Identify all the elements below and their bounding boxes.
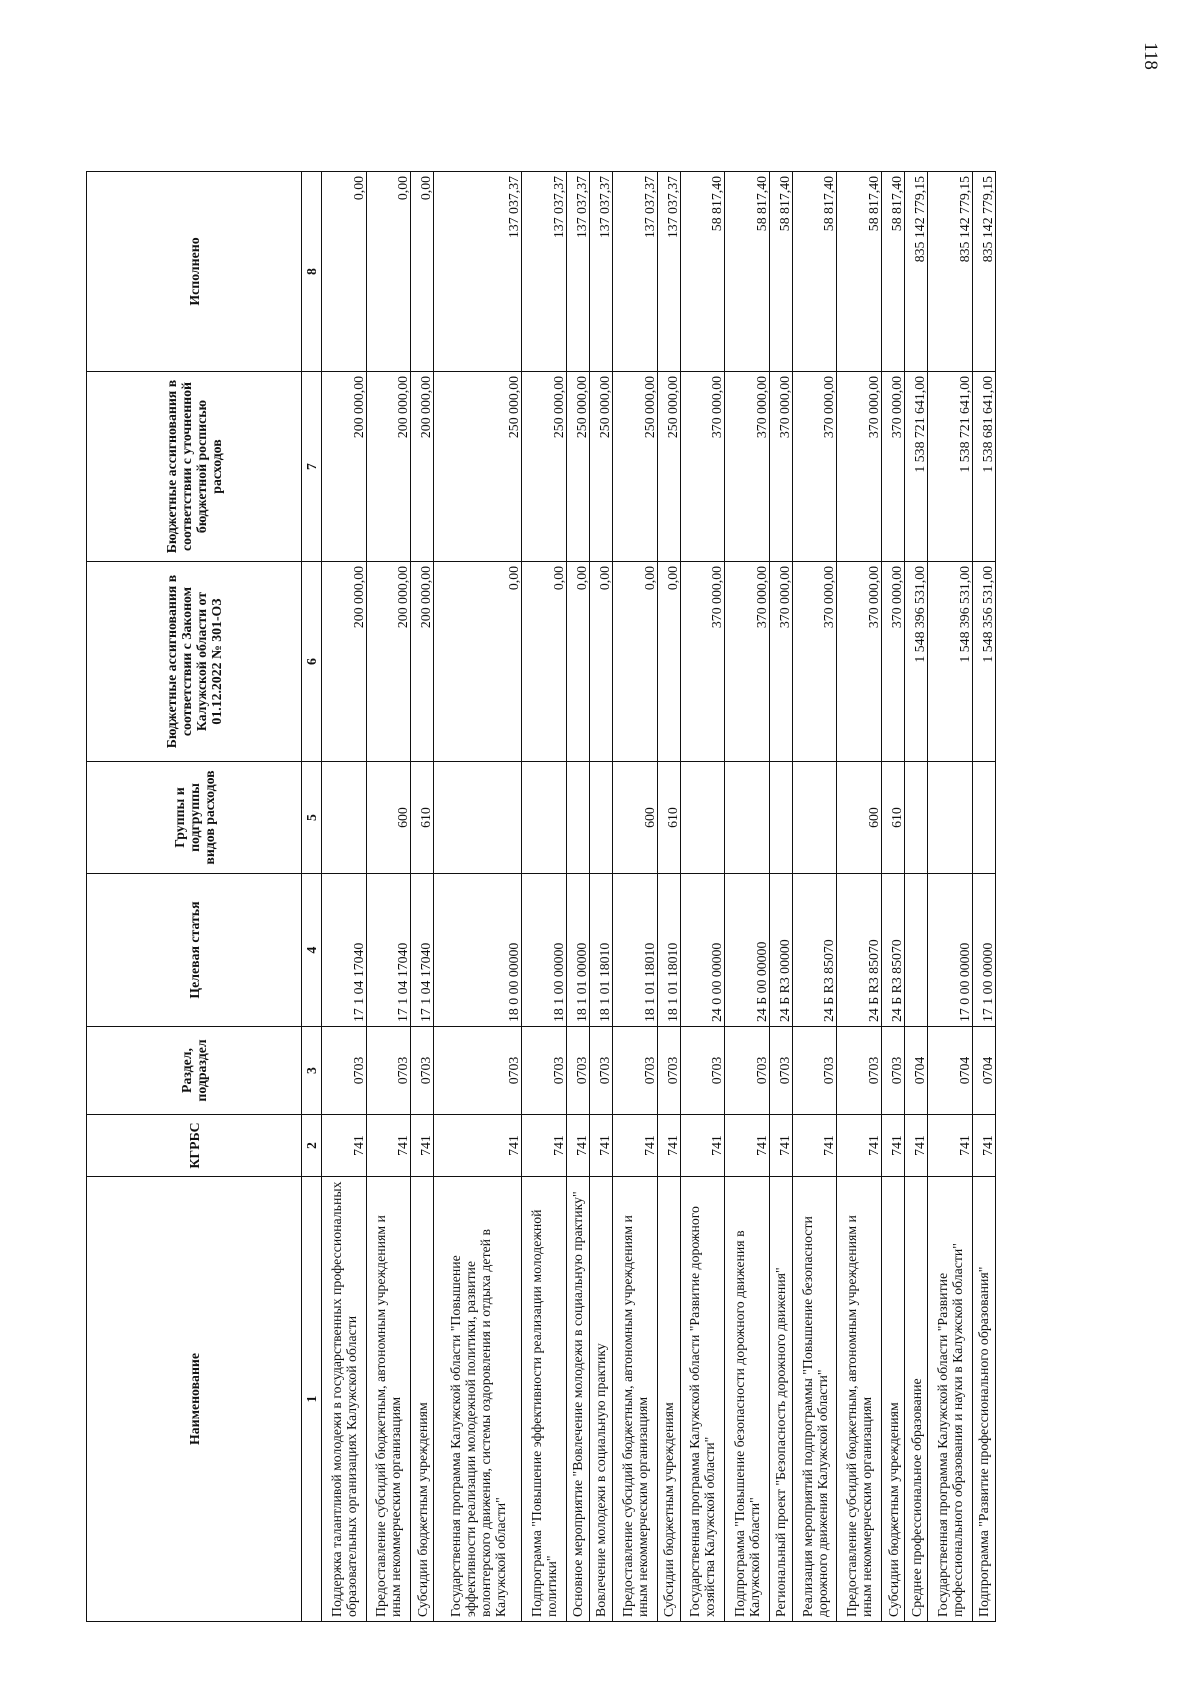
cell-kgrbs: 741 xyxy=(411,1115,434,1177)
cell-name: Подпрограмма "Развитие профессионального образования" xyxy=(972,1177,995,1622)
cell-expense-group xyxy=(522,762,567,874)
cell-section: 0703 xyxy=(366,1027,411,1115)
cell-section: 0703 xyxy=(725,1027,770,1115)
cell-section: 0703 xyxy=(680,1027,725,1115)
header-revised-allocation: Бюджетные ассигнования в соответствии с уточненной бюджетной росписью расходов xyxy=(87,372,302,562)
column-number: 6 xyxy=(302,562,322,762)
cell-revised-allocation: 370 000,00 xyxy=(792,372,837,562)
cell-law-allocation: 200 000,00 xyxy=(366,562,411,762)
cell-executed: 137 037,37 xyxy=(434,172,522,372)
cell-expense-group: 600 xyxy=(366,762,411,874)
cell-kgrbs: 741 xyxy=(882,1115,905,1177)
cell-revised-allocation: 370 000,00 xyxy=(882,372,905,562)
cell-law-allocation: 370 000,00 xyxy=(882,562,905,762)
cell-revised-allocation: 250 000,00 xyxy=(522,372,567,562)
cell-executed: 137 037,37 xyxy=(522,172,567,372)
cell-revised-allocation: 250 000,00 xyxy=(566,372,589,562)
cell-target-article: 24 Б R3 85070 xyxy=(792,874,837,1027)
cell-executed: 137 037,37 xyxy=(589,172,612,372)
table-row xyxy=(411,172,434,1622)
cell-executed: 137 037,37 xyxy=(657,172,680,372)
cell-executed: 58 817,40 xyxy=(882,172,905,372)
cell-section: 0703 xyxy=(837,1027,882,1115)
cell-kgrbs: 741 xyxy=(566,1115,589,1177)
cell-law-allocation: 200 000,00 xyxy=(411,562,434,762)
cell-kgrbs: 741 xyxy=(928,1115,973,1177)
cell-revised-allocation: 370 000,00 xyxy=(725,372,770,562)
table-row xyxy=(322,172,367,1622)
cell-name: Региональный проект "Безопасность дорожного движения" xyxy=(769,1177,792,1622)
cell-law-allocation: 0,00 xyxy=(589,562,612,762)
cell-expense-group xyxy=(322,762,367,874)
cell-executed: 58 817,40 xyxy=(837,172,882,372)
cell-section: 0703 xyxy=(792,1027,837,1115)
cell-revised-allocation: 200 000,00 xyxy=(411,372,434,562)
cell-kgrbs: 741 xyxy=(612,1115,657,1177)
cell-executed: 835 142 779,15 xyxy=(905,172,928,372)
cell-revised-allocation: 200 000,00 xyxy=(366,372,411,562)
table-row xyxy=(434,172,522,1622)
column-number: 3 xyxy=(302,1027,322,1115)
cell-target-article: 17 1 00 00000 xyxy=(972,874,995,1027)
cell-kgrbs: 741 xyxy=(322,1115,367,1177)
cell-name: Предоставление субсидий бюджетным, автономным учреждениям и иным некоммерческим организациям xyxy=(612,1177,657,1622)
cell-executed: 58 817,40 xyxy=(769,172,792,372)
cell-revised-allocation: 370 000,00 xyxy=(769,372,792,562)
cell-section: 0704 xyxy=(972,1027,995,1115)
table-row xyxy=(882,172,905,1622)
cell-revised-allocation: 250 000,00 xyxy=(657,372,680,562)
header-target-article: Целевая статья xyxy=(87,874,302,1027)
cell-expense-group: 600 xyxy=(837,762,882,874)
cell-executed: 137 037,37 xyxy=(566,172,589,372)
cell-revised-allocation: 1 538 721 641,00 xyxy=(928,372,973,562)
table-row xyxy=(680,172,725,1622)
cell-expense-group xyxy=(589,762,612,874)
cell-kgrbs: 741 xyxy=(725,1115,770,1177)
cell-name: Основное мероприятие "Вовлечение молодежи в социальную практику" xyxy=(566,1177,589,1622)
column-number: 7 xyxy=(302,372,322,562)
cell-target-article: 24 Б 00 00000 xyxy=(725,874,770,1027)
table-row xyxy=(792,172,837,1622)
cell-executed: 58 817,40 xyxy=(725,172,770,372)
cell-name: Реализация мероприятий подпрограммы "Повышение безопасности дорожного движения Калужской области" xyxy=(792,1177,837,1622)
column-number: 1 xyxy=(302,1177,322,1622)
table-row xyxy=(972,172,995,1622)
cell-name: Предоставление субсидий бюджетным, автономным учреждениям и иным некоммерческим организациям xyxy=(366,1177,411,1622)
cell-target-article: 24 Б R3 85070 xyxy=(837,874,882,1027)
cell-name: Подпрограмма "Повышение безопасности дорожного движения в Калужской области" xyxy=(725,1177,770,1622)
cell-expense-group xyxy=(928,762,973,874)
column-number: 5 xyxy=(302,762,322,874)
cell-section: 0703 xyxy=(522,1027,567,1115)
page-number: 118 xyxy=(1139,42,1161,70)
cell-law-allocation: 0,00 xyxy=(612,562,657,762)
cell-kgrbs: 741 xyxy=(837,1115,882,1177)
cell-revised-allocation: 250 000,00 xyxy=(589,372,612,562)
cell-executed: 58 817,40 xyxy=(680,172,725,372)
cell-target-article: 24 Б R3 85070 xyxy=(882,874,905,1027)
cell-law-allocation: 370 000,00 xyxy=(792,562,837,762)
cell-law-allocation: 1 548 396 531,00 xyxy=(905,562,928,762)
cell-target-article: 17 1 04 17040 xyxy=(322,874,367,1027)
cell-target-article: 24 Б R3 00000 xyxy=(769,874,792,1027)
cell-section: 0703 xyxy=(566,1027,589,1115)
cell-section: 0704 xyxy=(928,1027,973,1115)
cell-target-article: 18 1 01 00000 xyxy=(566,874,589,1027)
table-body xyxy=(322,172,996,1622)
cell-kgrbs: 741 xyxy=(905,1115,928,1177)
cell-kgrbs: 741 xyxy=(522,1115,567,1177)
cell-revised-allocation: 250 000,00 xyxy=(612,372,657,562)
cell-revised-allocation: 370 000,00 xyxy=(680,372,725,562)
column-number-row xyxy=(302,172,322,1622)
cell-kgrbs: 741 xyxy=(680,1115,725,1177)
cell-kgrbs: 741 xyxy=(657,1115,680,1177)
table-header xyxy=(87,172,322,1622)
cell-expense-group xyxy=(972,762,995,874)
cell-target-article: 18 1 00 00000 xyxy=(522,874,567,1027)
cell-name: Субсидии бюджетным учреждениям xyxy=(411,1177,434,1622)
cell-name: Государственная программа Калужской области "Развитие дорожного хозяйства Калужской области" xyxy=(680,1177,725,1622)
cell-kgrbs: 741 xyxy=(366,1115,411,1177)
cell-law-allocation: 370 000,00 xyxy=(769,562,792,762)
cell-law-allocation: 370 000,00 xyxy=(725,562,770,762)
table-row xyxy=(589,172,612,1622)
cell-law-allocation: 0,00 xyxy=(566,562,589,762)
cell-law-allocation: 0,00 xyxy=(434,562,522,762)
cell-law-allocation: 0,00 xyxy=(657,562,680,762)
cell-law-allocation: 370 000,00 xyxy=(837,562,882,762)
cell-target-article: 18 1 01 18010 xyxy=(589,874,612,1027)
cell-executed: 0,00 xyxy=(366,172,411,372)
cell-section: 0703 xyxy=(322,1027,367,1115)
header-section: Раздел, подраздел xyxy=(87,1027,302,1115)
cell-section: 0703 xyxy=(882,1027,905,1115)
table-row xyxy=(366,172,411,1622)
header-kgrbs: КГРБС xyxy=(87,1115,302,1177)
cell-name: Государственная программа Калужской области "Повышение эффективности реализации молодежной политики, развитие волонтерского движения, системы оздоровления и отдыха детей в Калужской области" xyxy=(434,1177,522,1622)
header-executed: Исполнено xyxy=(87,172,302,372)
cell-section: 0703 xyxy=(612,1027,657,1115)
cell-name: Субсидии бюджетным учреждениям xyxy=(657,1177,680,1622)
cell-target-article: 24 0 00 00000 xyxy=(680,874,725,1027)
cell-expense-group xyxy=(792,762,837,874)
cell-executed: 137 037,37 xyxy=(612,172,657,372)
header-law-allocation: Бюджетные ассигнования в соответствии с Законом Калужской области от 01.12.2022 № 301-ОЗ xyxy=(87,562,302,762)
cell-executed: 835 142 779,15 xyxy=(972,172,995,372)
cell-expense-group xyxy=(905,762,928,874)
cell-expense-group: 610 xyxy=(657,762,680,874)
table-row xyxy=(769,172,792,1622)
cell-target-article xyxy=(905,874,928,1027)
cell-section: 0703 xyxy=(411,1027,434,1115)
table-row xyxy=(612,172,657,1622)
table-row xyxy=(928,172,973,1622)
cell-target-article: 17 1 04 17040 xyxy=(411,874,434,1027)
cell-law-allocation: 200 000,00 xyxy=(322,562,367,762)
cell-expense-group xyxy=(725,762,770,874)
cell-expense-group: 610 xyxy=(411,762,434,874)
cell-law-allocation: 1 548 356 531,00 xyxy=(972,562,995,762)
table-row xyxy=(522,172,567,1622)
cell-kgrbs: 741 xyxy=(972,1115,995,1177)
header-name: Наименование xyxy=(87,1177,302,1622)
cell-name: Поддержка талантливой молодежи в государственных профессиональных образовательных организациях Калужской области xyxy=(322,1177,367,1622)
table-row xyxy=(657,172,680,1622)
cell-target-article: 17 1 04 17040 xyxy=(366,874,411,1027)
cell-expense-group: 610 xyxy=(882,762,905,874)
cell-target-article: 18 0 00 00000 xyxy=(434,874,522,1027)
cell-executed: 0,00 xyxy=(411,172,434,372)
cell-revised-allocation: 1 538 721 641,00 xyxy=(905,372,928,562)
cell-kgrbs: 741 xyxy=(769,1115,792,1177)
cell-expense-group xyxy=(434,762,522,874)
cell-kgrbs: 741 xyxy=(589,1115,612,1177)
cell-executed: 835 142 779,15 xyxy=(928,172,973,372)
header-expense-group: Группы и подгруппы видов расходов xyxy=(87,762,302,874)
cell-expense-group xyxy=(680,762,725,874)
cell-section: 0704 xyxy=(905,1027,928,1115)
cell-section: 0703 xyxy=(769,1027,792,1115)
cell-target-article: 18 1 01 18010 xyxy=(657,874,680,1027)
header-row xyxy=(87,172,302,1622)
cell-law-allocation: 1 548 396 531,00 xyxy=(928,562,973,762)
cell-executed: 0,00 xyxy=(322,172,367,372)
cell-section: 0703 xyxy=(434,1027,522,1115)
cell-name: Подпрограмма "Повышение эффективности реализации молодежной политики" xyxy=(522,1177,567,1622)
table-row xyxy=(566,172,589,1622)
cell-name: Предоставление субсидий бюджетным, автономным учреждениям и иным некоммерческим организациям xyxy=(837,1177,882,1622)
cell-revised-allocation: 370 000,00 xyxy=(837,372,882,562)
cell-expense-group xyxy=(566,762,589,874)
rotated-document xyxy=(86,172,996,1622)
cell-name: Государственная программа Калужской области "Развитие профессионального образования и науки в Калужской области" xyxy=(928,1177,973,1622)
cell-executed: 58 817,40 xyxy=(792,172,837,372)
cell-section: 0703 xyxy=(657,1027,680,1115)
cell-expense-group xyxy=(769,762,792,874)
cell-revised-allocation: 200 000,00 xyxy=(322,372,367,562)
budget-table xyxy=(86,171,996,1622)
column-number: 2 xyxy=(302,1115,322,1177)
table-row xyxy=(905,172,928,1622)
cell-section: 0703 xyxy=(589,1027,612,1115)
cell-expense-group: 600 xyxy=(612,762,657,874)
column-number: 8 xyxy=(302,172,322,372)
cell-name: Вовлечение молодежи в социальную практику xyxy=(589,1177,612,1622)
cell-target-article: 17 0 00 00000 xyxy=(928,874,973,1027)
cell-name: Субсидии бюджетным учреждениям xyxy=(882,1177,905,1622)
cell-revised-allocation: 1 538 681 641,00 xyxy=(972,372,995,562)
cell-kgrbs: 741 xyxy=(434,1115,522,1177)
cell-name: Среднее профессиональное образование xyxy=(905,1177,928,1622)
table-row xyxy=(725,172,770,1622)
cell-law-allocation: 370 000,00 xyxy=(680,562,725,762)
table-row xyxy=(837,172,882,1622)
cell-revised-allocation: 250 000,00 xyxy=(434,372,522,562)
cell-law-allocation: 0,00 xyxy=(522,562,567,762)
cell-target-article: 18 1 01 18010 xyxy=(612,874,657,1027)
cell-kgrbs: 741 xyxy=(792,1115,837,1177)
column-number: 4 xyxy=(302,874,322,1027)
